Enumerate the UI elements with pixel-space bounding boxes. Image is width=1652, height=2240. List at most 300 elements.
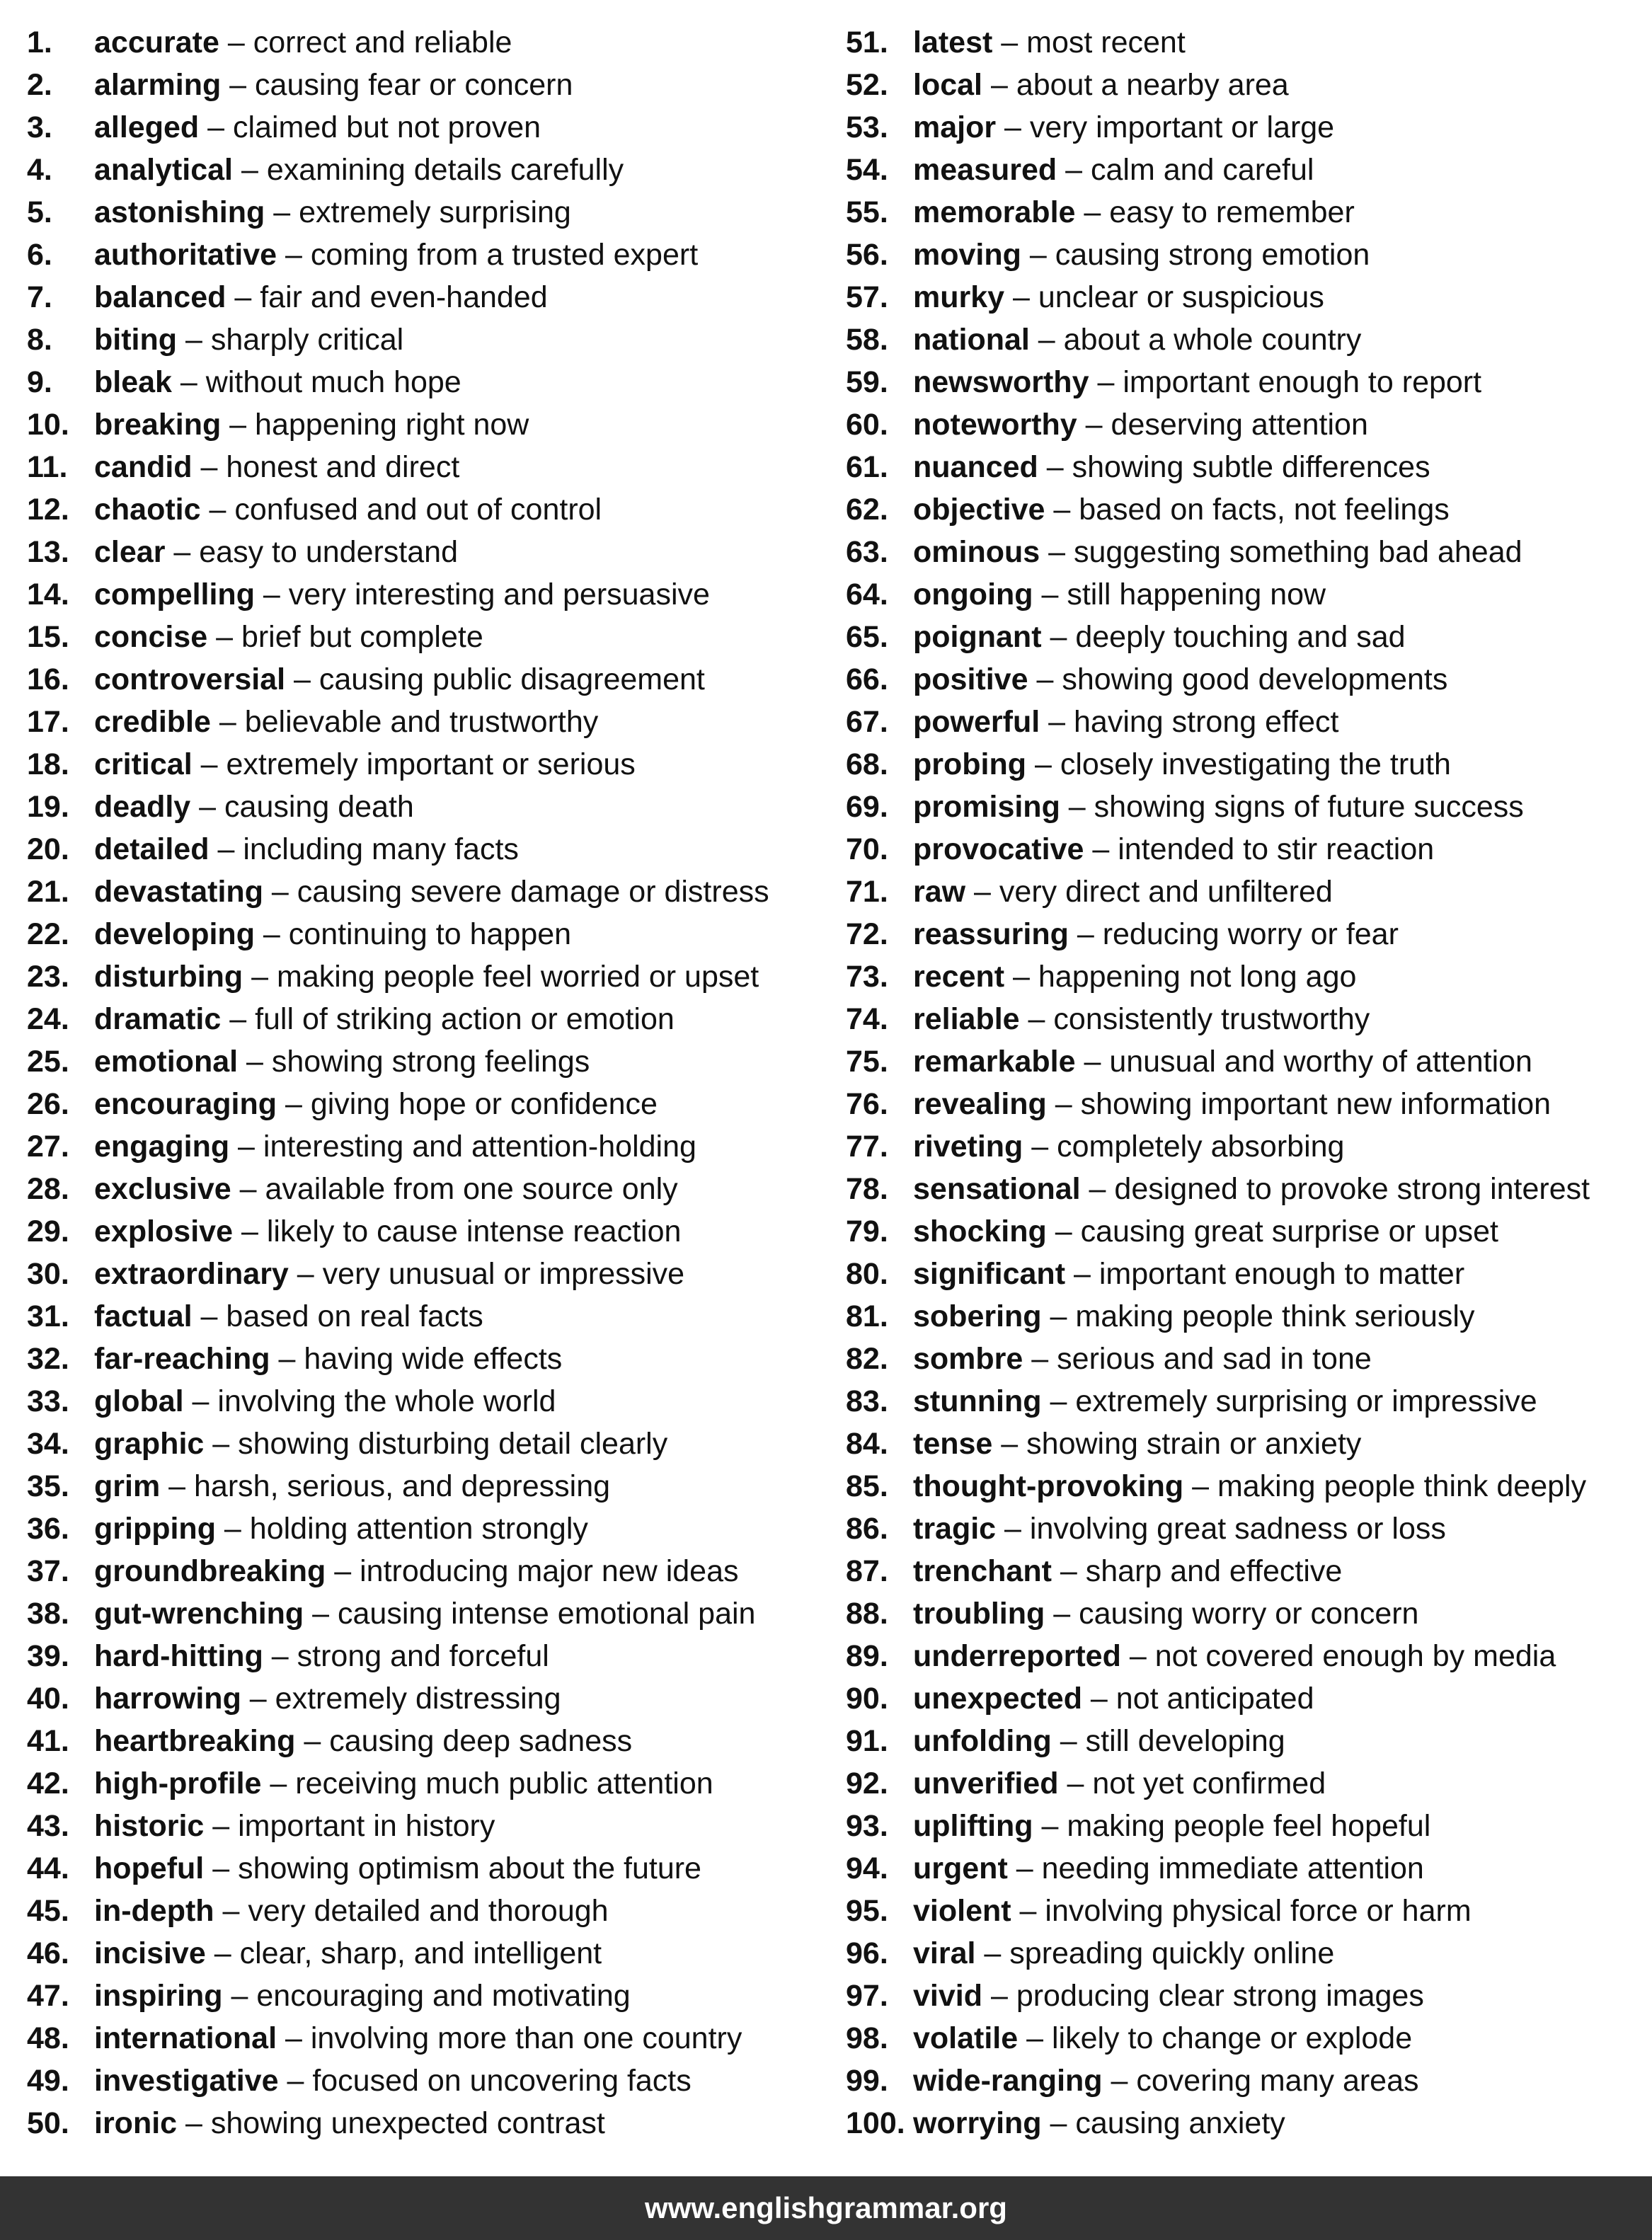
item-word: raw	[913, 875, 966, 909]
item-definition: designed to provoke strong interest	[1114, 1172, 1590, 1206]
list-item	[846, 1465, 1652, 1507]
list-item	[846, 1592, 1652, 1635]
list-item	[846, 2102, 1652, 2144]
item-number: 93.	[846, 1809, 888, 1843]
item-separator: –	[982, 68, 1016, 102]
item-word: hard-hitting	[94, 1639, 263, 1673]
item-separator: –	[975, 1936, 1010, 1970]
list-item	[27, 21, 841, 64]
item-separator: –	[277, 2021, 311, 2055]
item-definition: important enough to report	[1123, 365, 1482, 399]
item-number: 54.	[846, 153, 888, 187]
item-number: 6.	[27, 238, 52, 272]
list-item	[27, 1423, 841, 1465]
item-number: 19.	[27, 790, 69, 824]
item-separator: –	[1021, 238, 1055, 272]
item-definition: full of striking action or emotion	[255, 1002, 675, 1036]
item-number: 12.	[27, 493, 69, 527]
list-item	[27, 1635, 841, 1677]
item-word: clear	[94, 535, 166, 569]
item-definition: easy to understand	[199, 535, 459, 569]
item-separator: –	[1046, 1087, 1081, 1121]
item-number: 14.	[27, 578, 69, 611]
item-separator: –	[965, 875, 999, 909]
item-separator: –	[205, 1936, 240, 1970]
item-number: 89.	[846, 1639, 888, 1673]
item-separator: –	[304, 1597, 338, 1631]
item-separator: –	[1080, 1172, 1115, 1206]
item-separator: –	[1029, 323, 1064, 357]
item-definition: important in history	[238, 1809, 495, 1843]
list-item	[27, 1975, 841, 2017]
item-definition: very unusual or impressive	[322, 1257, 685, 1291]
item-word: deadly	[94, 790, 191, 824]
item-number: 100.	[846, 2106, 905, 2140]
list-item	[27, 1932, 841, 1975]
item-number: 34.	[27, 1427, 69, 1461]
item-definition: sharply critical	[210, 323, 404, 357]
item-number: 63.	[846, 535, 888, 569]
list-item	[27, 1253, 841, 1295]
item-word: balanced	[94, 280, 226, 314]
item-definition: not anticipated	[1115, 1682, 1314, 1716]
item-definition: showing strong feelings	[271, 1045, 590, 1079]
item-separator: –	[1004, 960, 1038, 994]
list-item	[27, 191, 841, 234]
item-word: investigative	[94, 2064, 279, 2098]
item-number: 47.	[27, 1979, 69, 2013]
item-word: unexpected	[913, 1682, 1082, 1716]
item-word: tense	[913, 1427, 993, 1461]
item-definition: about a nearby area	[1016, 68, 1289, 102]
list-item	[846, 871, 1652, 913]
item-word: ironic	[94, 2106, 178, 2140]
item-definition: honest and direct	[226, 450, 460, 484]
list-item	[27, 1805, 841, 1847]
item-definition: covering many areas	[1136, 2064, 1419, 2098]
list-item	[846, 1423, 1652, 1465]
item-separator: –	[1045, 1597, 1079, 1631]
list-item	[27, 318, 841, 361]
item-separator: –	[204, 1809, 239, 1843]
item-number: 84.	[846, 1427, 888, 1461]
item-definition: still developing	[1085, 1724, 1285, 1758]
item-word: biting	[94, 323, 178, 357]
item-separator: –	[192, 450, 226, 484]
item-definition: showing strain or anxiety	[1026, 1427, 1362, 1461]
list-item	[27, 2102, 841, 2144]
list-item	[846, 149, 1652, 191]
item-separator: –	[288, 1257, 323, 1291]
item-word: ominous	[913, 535, 1040, 569]
item-separator: –	[165, 535, 200, 569]
list-item	[27, 616, 841, 658]
item-definition: unclear or suspicious	[1038, 280, 1324, 314]
item-word: compelling	[94, 578, 255, 611]
item-definition: clear, sharp, and intelligent	[239, 1936, 602, 1970]
item-word: emotional	[94, 1045, 239, 1079]
item-number: 92.	[846, 1767, 888, 1800]
item-word: analytical	[94, 153, 233, 187]
item-separator: –	[221, 1002, 256, 1036]
item-separator: –	[1051, 1724, 1086, 1758]
item-word: developing	[94, 917, 255, 951]
item-separator: –	[1041, 2106, 1076, 2140]
item-definition: fair and even-handed	[260, 280, 548, 314]
item-number: 97.	[846, 1979, 888, 2013]
item-word: candid	[94, 450, 193, 484]
item-word: riveting	[913, 1130, 1023, 1164]
item-separator: –	[200, 493, 235, 527]
item-word: unverified	[913, 1767, 1059, 1800]
item-number: 43.	[27, 1809, 69, 1843]
item-definition: making people feel worried or upset	[277, 960, 759, 994]
item-separator: –	[190, 790, 225, 824]
item-number: 66.	[846, 662, 888, 696]
list-item	[27, 488, 841, 531]
item-definition: claimed but not proven	[232, 110, 541, 144]
item-definition: causing deep sadness	[329, 1724, 633, 1758]
item-number: 37.	[27, 1554, 69, 1588]
item-definition: having strong effect	[1073, 705, 1339, 739]
item-separator: –	[177, 323, 211, 357]
item-separator: –	[1040, 705, 1074, 739]
item-definition: making people think deeply	[1217, 1469, 1587, 1503]
list-item	[27, 1465, 841, 1507]
item-separator: –	[1026, 747, 1060, 781]
item-number: 29.	[27, 1214, 69, 1248]
item-number: 3.	[27, 110, 52, 144]
item-separator: –	[278, 2064, 313, 2098]
list-item	[846, 1677, 1652, 1720]
item-separator: –	[1041, 1299, 1076, 1333]
item-definition: showing disturbing detail clearly	[238, 1427, 668, 1461]
item-word: major	[913, 110, 997, 144]
list-item	[27, 1762, 841, 1805]
item-word: reassuring	[913, 917, 1069, 951]
list-item	[27, 1083, 841, 1125]
item-separator: –	[1089, 365, 1123, 399]
item-word: stunning	[913, 1384, 1042, 1418]
item-definition: making people think seriously	[1075, 1299, 1475, 1333]
item-separator: –	[1183, 1469, 1217, 1503]
list-item	[846, 913, 1652, 955]
item-word: nuanced	[913, 450, 1038, 484]
item-word: authoritative	[94, 238, 277, 272]
item-number: 35.	[27, 1469, 69, 1503]
item-word: international	[94, 2021, 277, 2055]
item-definition: showing signs of future success	[1094, 790, 1524, 824]
item-definition: extremely distressing	[275, 1682, 561, 1716]
item-number: 21.	[27, 875, 69, 909]
item-definition: extremely surprising	[299, 195, 571, 229]
item-definition: unusual and worthy of attention	[1109, 1045, 1532, 1079]
item-separator: –	[183, 1384, 218, 1418]
item-definition: continuing to happen	[288, 917, 572, 951]
list-item	[27, 1847, 841, 1890]
list-item	[846, 1890, 1652, 1932]
item-word: uplifting	[913, 1809, 1033, 1843]
item-word: in-depth	[94, 1894, 214, 1928]
item-separator: –	[209, 832, 243, 866]
item-definition: correct and reliable	[253, 25, 512, 59]
item-definition: completely absorbing	[1057, 1130, 1345, 1164]
item-word: exclusive	[94, 1172, 231, 1206]
item-separator: –	[215, 1512, 250, 1546]
item-number: 7.	[27, 280, 52, 314]
item-word: noteworthy	[913, 408, 1077, 442]
list-item	[27, 998, 841, 1040]
list-item	[846, 998, 1652, 1040]
item-number: 58.	[846, 323, 888, 357]
item-number: 45.	[27, 1894, 69, 1928]
item-number: 61.	[846, 450, 888, 484]
item-separator: –	[1033, 578, 1067, 611]
item-definition: confused and out of control	[234, 493, 602, 527]
item-separator: –	[1041, 620, 1076, 654]
item-definition: not yet confirmed	[1092, 1767, 1326, 1800]
item-definition: needing immediate attention	[1041, 1851, 1424, 1885]
item-number: 33.	[27, 1384, 69, 1418]
item-number: 18.	[27, 747, 69, 781]
item-word: extraordinary	[94, 1257, 289, 1291]
item-definition: intended to stir reaction	[1118, 832, 1435, 866]
item-word: inspiring	[94, 1979, 223, 2013]
item-word: urgent	[913, 1851, 1008, 1885]
list-item	[27, 361, 841, 403]
item-definition: causing intense emotional pain	[338, 1597, 756, 1631]
item-separator: –	[295, 1724, 330, 1758]
list-item	[846, 2060, 1652, 2102]
item-word: vivid	[913, 1979, 982, 2013]
item-word: unfolding	[913, 1724, 1052, 1758]
item-separator: –	[229, 1130, 263, 1164]
item-number: 99.	[846, 2064, 888, 2098]
item-definition: causing worry or concern	[1079, 1597, 1419, 1631]
item-number: 98.	[846, 2021, 888, 2055]
list-item	[27, 871, 841, 913]
item-number: 2.	[27, 68, 52, 102]
item-word: tragic	[913, 1512, 997, 1546]
item-separator: –	[996, 1512, 1030, 1546]
item-definition: showing optimism about the future	[238, 1851, 701, 1885]
list-item	[27, 403, 841, 446]
list-item	[846, 1253, 1652, 1295]
item-separator: –	[241, 1682, 275, 1716]
item-separator: –	[214, 1894, 248, 1928]
list-item	[27, 531, 841, 573]
item-number: 80.	[846, 1257, 888, 1291]
item-word: volatile	[913, 2021, 1019, 2055]
item-word: concise	[94, 620, 208, 654]
item-number: 95.	[846, 1894, 888, 1928]
item-word: sombre	[913, 1342, 1023, 1376]
item-number: 39.	[27, 1639, 69, 1673]
item-word: hopeful	[94, 1851, 205, 1885]
item-separator: –	[199, 110, 233, 144]
item-separator: –	[996, 110, 1030, 144]
item-word: global	[94, 1384, 184, 1418]
item-number: 83.	[846, 1384, 888, 1418]
item-separator: –	[1065, 1257, 1099, 1291]
item-number: 74.	[846, 1002, 888, 1036]
item-number: 82.	[846, 1342, 888, 1376]
item-word: chaotic	[94, 493, 201, 527]
item-number: 90.	[846, 1682, 888, 1716]
item-word: latest	[913, 25, 993, 59]
item-word: accurate	[94, 25, 219, 59]
item-separator: –	[254, 917, 289, 951]
item-separator: –	[1040, 535, 1074, 569]
item-definition: still happening now	[1067, 578, 1326, 611]
list-item	[846, 1635, 1652, 1677]
item-number: 27.	[27, 1130, 69, 1164]
item-number: 46.	[27, 1936, 69, 1970]
item-definition: easy to remember	[1109, 195, 1355, 229]
item-definition: showing important new information	[1080, 1087, 1551, 1121]
item-definition: believable and trustworthy	[244, 705, 599, 739]
item-separator: –	[219, 25, 253, 59]
item-word: positive	[913, 662, 1028, 696]
item-word: trenchant	[913, 1554, 1052, 1588]
item-number: 56.	[846, 238, 888, 272]
item-definition: causing anxiety	[1075, 2106, 1285, 2140]
item-definition: causing strong emotion	[1055, 238, 1370, 272]
item-number: 8.	[27, 323, 52, 357]
list-item	[27, 955, 841, 998]
item-definition: reducing worry or fear	[1102, 917, 1399, 951]
item-word: encouraging	[94, 1087, 277, 1121]
item-word: devastating	[94, 875, 263, 909]
item-number: 77.	[846, 1130, 888, 1164]
list-item	[27, 1040, 841, 1083]
item-word: grim	[94, 1469, 161, 1503]
item-word: reliable	[913, 1002, 1020, 1036]
item-word: detailed	[94, 832, 210, 866]
item-word: thought-provoking	[913, 1469, 1184, 1503]
item-number: 41.	[27, 1724, 69, 1758]
item-number: 20.	[27, 832, 69, 866]
list-item	[846, 531, 1652, 573]
item-number: 70.	[846, 832, 888, 866]
list-item	[846, 658, 1652, 701]
item-word: promising	[913, 790, 1060, 824]
item-separator: –	[1057, 153, 1091, 187]
item-definition: calm and careful	[1090, 153, 1314, 187]
item-word: viral	[913, 1936, 976, 1970]
item-number: 16.	[27, 662, 69, 696]
list-item	[27, 1592, 841, 1635]
list-item	[27, 913, 841, 955]
item-number: 24.	[27, 1002, 69, 1036]
item-word: measured	[913, 153, 1057, 187]
item-definition: introducing major new ideas	[360, 1554, 739, 1588]
item-separator: –	[1058, 1767, 1093, 1800]
item-definition: holding attention strongly	[249, 1512, 588, 1546]
item-definition: very detailed and thorough	[248, 1894, 609, 1928]
list-item	[846, 786, 1652, 828]
list-item	[27, 2060, 841, 2102]
item-number: 91.	[846, 1724, 888, 1758]
item-word: dramatic	[94, 1002, 222, 1036]
item-number: 1.	[27, 25, 52, 59]
list-item	[27, 149, 841, 191]
item-number: 78.	[846, 1172, 888, 1206]
list-item	[846, 1762, 1652, 1805]
list-item	[846, 318, 1652, 361]
list-item	[27, 1550, 841, 1592]
item-definition: strong and forceful	[297, 1639, 549, 1673]
item-number: 50.	[27, 2106, 69, 2140]
item-separator: –	[204, 1851, 239, 1885]
item-separator: –	[222, 1979, 257, 2013]
item-definition: very interesting and persuasive	[288, 578, 710, 611]
item-word: gut-wrenching	[94, 1597, 304, 1631]
list-item	[27, 1380, 841, 1423]
item-word: explosive	[94, 1214, 233, 1248]
item-number: 5.	[27, 195, 52, 229]
item-number: 81.	[846, 1299, 888, 1333]
item-separator: –	[261, 1767, 296, 1800]
list-item	[846, 1083, 1652, 1125]
item-definition: without much hope	[205, 365, 461, 399]
item-number: 67.	[846, 705, 888, 739]
item-word: powerful	[913, 705, 1040, 739]
word-list	[0, 21, 1652, 2144]
item-word: probing	[913, 747, 1027, 781]
list-item	[27, 2017, 841, 2060]
item-number: 76.	[846, 1087, 888, 1121]
item-number: 38.	[27, 1597, 69, 1631]
item-number: 9.	[27, 365, 52, 399]
item-definition: causing severe damage or distress	[297, 875, 769, 909]
item-separator: –	[1082, 1682, 1116, 1716]
list-item	[27, 1210, 841, 1253]
item-separator: –	[1068, 917, 1103, 951]
list-item	[846, 1805, 1652, 1847]
list-item	[846, 1847, 1652, 1890]
list-item	[846, 1040, 1652, 1083]
word-list-column-right	[846, 21, 1652, 2144]
list-item	[846, 2017, 1652, 2060]
item-word: sobering	[913, 1299, 1042, 1333]
item-definition: happening right now	[255, 408, 529, 442]
item-number: 60.	[846, 408, 888, 442]
item-word: gripping	[94, 1512, 216, 1546]
item-number: 26.	[27, 1087, 69, 1121]
item-definition: based on real facts	[226, 1299, 483, 1333]
list-item	[846, 616, 1652, 658]
item-word: ongoing	[913, 578, 1033, 611]
item-number: 48.	[27, 2021, 69, 2055]
list-item	[846, 573, 1652, 616]
item-definition: likely to cause intense reaction	[266, 1214, 682, 1248]
item-separator: –	[265, 195, 299, 229]
item-word: violent	[913, 1894, 1011, 1928]
item-number: 25.	[27, 1045, 69, 1079]
item-definition: showing unexpected contrast	[210, 2106, 605, 2140]
item-number: 36.	[27, 1512, 69, 1546]
item-definition: focused on uncovering facts	[312, 2064, 692, 2098]
item-definition: brief but complete	[241, 620, 483, 654]
item-word: groundbreaking	[94, 1554, 326, 1588]
item-word: shocking	[913, 1214, 1047, 1248]
footer-url: www.englishgrammar.org	[645, 2191, 1007, 2224]
item-separator: –	[277, 1087, 311, 1121]
item-number: 72.	[846, 917, 888, 951]
item-number: 53.	[846, 110, 888, 144]
item-word: revealing	[913, 1087, 1047, 1121]
